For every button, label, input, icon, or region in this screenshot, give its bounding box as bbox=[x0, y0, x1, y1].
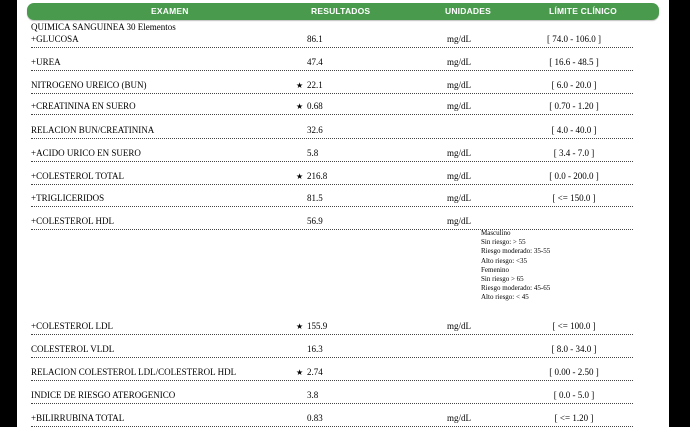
result-value: 216.8 bbox=[307, 171, 328, 181]
row-divider bbox=[31, 93, 633, 94]
clinical-limit: [ 0.70 - 1.20 ] bbox=[549, 101, 599, 111]
row-divider bbox=[31, 334, 633, 335]
row-divider bbox=[31, 206, 633, 207]
table-row bbox=[31, 125, 633, 136]
table-row bbox=[31, 171, 633, 182]
row-divider bbox=[31, 114, 633, 115]
result-unit: mg/dL bbox=[447, 413, 471, 423]
result-value: 22.1 bbox=[307, 80, 323, 90]
reference-line: Sin riesgo: > 55 bbox=[481, 238, 526, 247]
result-unit: mg/dL bbox=[447, 148, 471, 158]
clinical-limit: [ 3.4 - 7.0 ] bbox=[553, 148, 595, 158]
row-divider bbox=[31, 380, 633, 381]
result-unit: mg/dL bbox=[447, 101, 471, 111]
result-unit: mg/dL bbox=[447, 193, 471, 203]
reference-line: Riesgo moderado: 45-65 bbox=[481, 284, 551, 293]
clinical-limit: [ 16.6 - 48.5 ] bbox=[549, 57, 599, 67]
result-value: 0.83 bbox=[307, 413, 323, 423]
exam-name: INDICE DE RIESGO ATEROGENICO bbox=[31, 390, 176, 400]
table-row bbox=[31, 367, 633, 378]
result-value: 32.6 bbox=[307, 125, 323, 135]
hdl-reference-notes bbox=[481, 229, 550, 303]
exam-name: +COLESTEROL HDL bbox=[31, 216, 114, 226]
row-divider bbox=[31, 70, 633, 71]
table-row bbox=[31, 34, 633, 45]
result-value: 2.74 bbox=[307, 367, 323, 377]
exam-name: +GLUCOSA bbox=[31, 34, 79, 44]
reference-line: Femenino bbox=[481, 265, 509, 274]
clinical-limit: [ 0.0 - 200.0 ] bbox=[549, 171, 599, 181]
abnormal-flag-icon: ★ bbox=[296, 81, 304, 90]
result-unit: mg/dL bbox=[447, 171, 471, 181]
result-value: 56.9 bbox=[307, 216, 323, 226]
exam-name: NITROGENO UREICO (BUN) bbox=[31, 80, 147, 90]
reference-line: Masculino bbox=[481, 229, 511, 237]
table-header bbox=[27, 3, 659, 20]
exam-name: +TRIGLICERIDOS bbox=[31, 193, 105, 203]
result-value: 81.5 bbox=[307, 193, 323, 203]
abnormal-flag-icon: ★ bbox=[296, 368, 304, 377]
table-row bbox=[31, 216, 633, 227]
row-divider bbox=[31, 184, 633, 185]
result-unit: mg/dL bbox=[447, 216, 471, 226]
table-row bbox=[31, 101, 633, 112]
exam-name: +CREATININA EN SUERO bbox=[31, 101, 136, 111]
clinical-limit: [ 74.0 - 106.0 ] bbox=[547, 34, 601, 44]
table-row bbox=[31, 80, 633, 91]
abnormal-flag-icon: ★ bbox=[296, 172, 304, 181]
abnormal-flag-icon: ★ bbox=[296, 322, 304, 331]
clinical-limit: [ 0.00 - 2.50 ] bbox=[549, 367, 599, 377]
row-divider bbox=[31, 47, 633, 48]
reference-line: Alto riesgo: <35 bbox=[481, 256, 527, 265]
exam-name: +UREA bbox=[31, 57, 61, 67]
reference-line: Alto riesgo: < 45 bbox=[481, 293, 529, 302]
result-value: 86.1 bbox=[307, 34, 323, 44]
exam-name: +BILIRRUBINA TOTAL bbox=[31, 413, 125, 423]
exam-name: +COLESTEROL TOTAL bbox=[31, 171, 124, 181]
table-row bbox=[31, 344, 633, 355]
result-value: 16.3 bbox=[307, 344, 323, 354]
result-unit: mg/dL bbox=[447, 57, 471, 67]
table-row bbox=[31, 193, 633, 204]
reference-line: Sin riesgo > 65 bbox=[481, 275, 524, 284]
section-title: QUIMICA SANGUINEA 30 Elementos bbox=[31, 22, 176, 32]
header-resultados: RESULTADOS bbox=[311, 6, 371, 16]
header-examen: EXAMEN bbox=[151, 6, 189, 16]
result-unit: mg/dL bbox=[447, 321, 471, 331]
clinical-limit: [ 8.0 - 34.0 ] bbox=[551, 344, 597, 354]
table-row bbox=[31, 57, 633, 68]
result-value: 47.4 bbox=[307, 57, 323, 67]
clinical-limit: [ <= 1.20 ] bbox=[554, 413, 594, 423]
header-limite-clinico: LÍMITE CLÍNICO bbox=[549, 6, 617, 16]
result-value: 155.9 bbox=[307, 321, 328, 331]
result-unit: mg/dL bbox=[447, 80, 471, 90]
abnormal-flag-icon: ★ bbox=[296, 102, 304, 111]
clinical-limit: [ 6.0 - 20.0 ] bbox=[551, 80, 597, 90]
result-value: 0.68 bbox=[307, 101, 323, 111]
exam-name: RELACION COLESTEROL LDL/COLESTEROL HDL bbox=[31, 367, 237, 377]
exam-name: RELACION BUN/CREATININA bbox=[31, 125, 155, 135]
report-page bbox=[17, 0, 669, 427]
table-row bbox=[31, 413, 633, 424]
reference-line: Riesgo moderado: 35-55 bbox=[481, 247, 551, 256]
table-row bbox=[31, 148, 633, 159]
exam-name: +ACIDO URICO EN SUERO bbox=[31, 148, 141, 158]
table-row bbox=[31, 390, 633, 401]
header-unidades: UNIDADES bbox=[445, 6, 491, 16]
clinical-limit: [ <= 150.0 ] bbox=[552, 193, 596, 203]
row-divider bbox=[31, 161, 633, 162]
row-divider bbox=[31, 357, 633, 358]
result-unit: mg/dL bbox=[447, 34, 471, 44]
clinical-limit: [ <= 100.0 ] bbox=[552, 321, 596, 331]
result-value: 3.8 bbox=[307, 390, 319, 400]
table-row bbox=[31, 321, 633, 332]
row-divider bbox=[31, 403, 633, 404]
row-divider bbox=[31, 138, 633, 139]
clinical-limit: [ 0.0 - 5.0 ] bbox=[553, 390, 595, 400]
result-value: 5.8 bbox=[307, 148, 319, 158]
exam-name: +COLESTEROL LDL bbox=[31, 321, 113, 331]
exam-name: COLESTEROL VLDL bbox=[31, 344, 115, 354]
clinical-limit: [ 4.0 - 40.0 ] bbox=[551, 125, 597, 135]
